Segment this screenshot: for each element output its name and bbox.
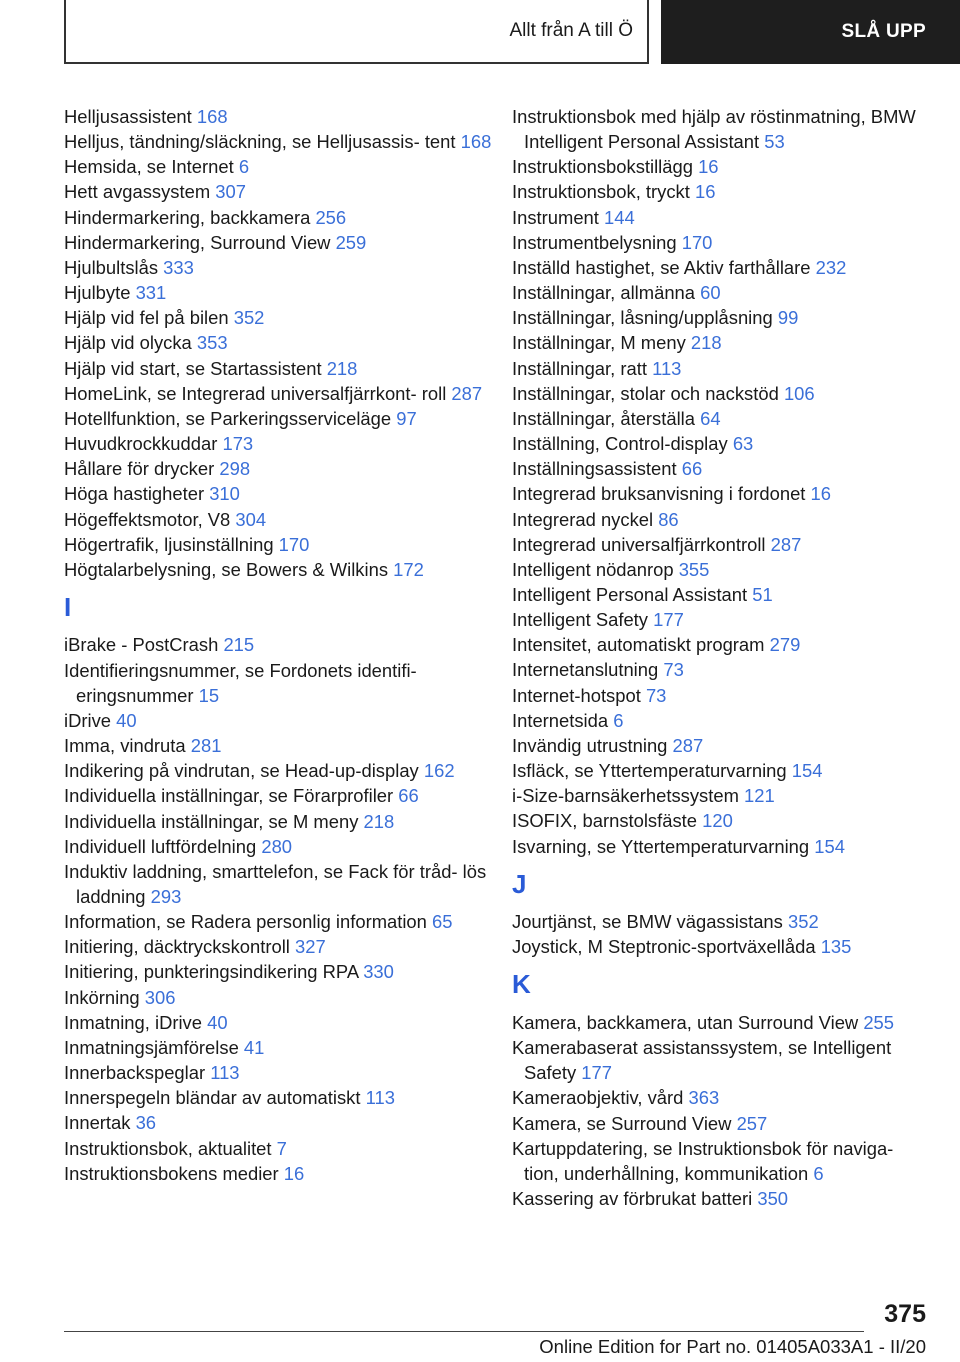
- index-entry-page-link[interactable]: 6: [238, 156, 250, 178]
- index-entry: [64, 154, 494, 179]
- index-entry: [512, 1186, 932, 1211]
- index-entry-text: Internetsida: [512, 709, 609, 731]
- index-entry: [64, 658, 494, 708]
- index-entry-page-link[interactable]: 172: [393, 558, 424, 580]
- index-entry-page-link[interactable]: 218: [690, 332, 722, 354]
- index-entry-page-link[interactable]: 99: [777, 307, 799, 329]
- index-entry-text: ISOFIX, barnstolsfäste: [512, 810, 698, 832]
- index-entry-page-link[interactable]: 298: [219, 458, 251, 480]
- index-entry-text: Induktiv laddning, smarttelefon, se Fack för tråd- lös laddning: [64, 860, 487, 907]
- index-entry-text: iDrive: [64, 709, 112, 731]
- index-entry: [512, 1035, 932, 1085]
- index-entry: [512, 532, 932, 557]
- index-entry-page-link[interactable]: 287: [451, 382, 483, 404]
- index-entry: [512, 1136, 932, 1186]
- index-entry-text: Huvudkrockkuddar: [64, 433, 218, 455]
- index-entry: [64, 280, 494, 305]
- section-letter-i: I: [64, 591, 72, 622]
- index-column-left: [64, 104, 494, 1186]
- index-entry-page-link[interactable]: 86: [658, 508, 679, 530]
- index-entry: [64, 708, 494, 733]
- index-entry: [512, 280, 932, 305]
- index-entry-page-link[interactable]: 106: [783, 382, 815, 404]
- index-entry-text: Hemsida, se Internet: [64, 156, 234, 178]
- index-entry-page-link[interactable]: 40: [116, 709, 137, 731]
- index-entry: [64, 1085, 494, 1110]
- index-entry-text: Hjulbyte: [64, 282, 131, 304]
- index-entry: [64, 255, 494, 280]
- index-entry-text: Inställningar, ratt: [512, 357, 647, 379]
- index-entry: [64, 532, 494, 557]
- index-entry-page-link[interactable]: 355: [678, 558, 710, 580]
- index-entry-text: Inmatningsjämförelse: [64, 1036, 239, 1058]
- index-entry-text: Inmatning, iDrive: [64, 1011, 202, 1033]
- index-entry-page-link[interactable]: 113: [652, 357, 682, 379]
- index-entry: [512, 683, 932, 708]
- index-entry: [512, 758, 932, 783]
- index-entry-page-link[interactable]: 257: [736, 1112, 768, 1134]
- index-entry-page-link[interactable]: 41: [243, 1036, 265, 1058]
- index-entry: [64, 507, 494, 532]
- index-entry-page-link[interactable]: 287: [672, 734, 704, 756]
- index-entry-page-link[interactable]: 60: [700, 282, 721, 304]
- index-entry-text: Isvarning, se Yttertemperaturvarning: [512, 835, 810, 857]
- index-entry-page-link[interactable]: 64: [700, 407, 721, 429]
- index-entry-text: Helljusassistent: [64, 106, 192, 127]
- index-entry: [64, 104, 494, 129]
- index-entry: [512, 179, 932, 204]
- index-entry-page-link[interactable]: 15: [198, 684, 220, 706]
- index-entry-text: Indikering på vindrutan, se Head-up-display: [64, 760, 419, 782]
- index-entry-page-link[interactable]: 177: [653, 609, 684, 631]
- top-navigation: [0, 0, 960, 66]
- index-entry-text: Instruktionsbok med hjälp av röstinmatning, BMW Intelligent Personal Assistant: [512, 106, 916, 153]
- index-entry: [512, 909, 932, 934]
- index-entry-text: Hjälp vid start, se Startassistent: [64, 357, 322, 379]
- index-entry: [512, 154, 932, 179]
- index-entry-page-link[interactable]: 66: [398, 785, 419, 807]
- index-entry: [512, 406, 932, 431]
- index-entry-text: Information, se Radera personlig information: [64, 911, 427, 933]
- index-entry-page-link[interactable]: 293: [150, 885, 182, 907]
- tab-look-up-label: SLÅ UPP: [841, 21, 926, 42]
- index-entry-page-link[interactable]: 16: [694, 181, 716, 203]
- index-entry-text: Hållare för drycker: [64, 458, 215, 480]
- index-entry-text: Hjulbultslås: [64, 256, 159, 278]
- index-entry-page-link[interactable]: 287: [770, 533, 802, 555]
- index-entry-text: Kamera, se Surround View: [512, 1112, 732, 1134]
- index-entry: [64, 230, 494, 255]
- index-entry-text: HomeLink, se Integrerad universalfjärrkont- roll: [64, 382, 447, 404]
- index-entry-page-link[interactable]: 51: [752, 583, 773, 605]
- index-entry: [64, 985, 494, 1010]
- index-entry-text: Integrerad bruksanvisning i fordonet: [512, 483, 806, 505]
- index-list-j: [512, 909, 932, 959]
- index-entry-page-link[interactable]: 306: [144, 986, 176, 1008]
- tab-look-up[interactable]: [661, 0, 960, 64]
- index-entry: [64, 456, 494, 481]
- index-entry: [64, 179, 494, 204]
- index-entry-text: Kartuppdatering, se Instruktionsbok för naviga- tion, underhållning, kommunikation: [512, 1137, 894, 1184]
- index-entry-page-link[interactable]: 304: [235, 508, 267, 530]
- index-entry-text: Inställningsassistent: [512, 458, 677, 480]
- index-entry: [512, 607, 932, 632]
- index-entry: [512, 808, 932, 833]
- index-entry-page-link[interactable]: 16: [810, 483, 831, 505]
- index-list-h: [64, 104, 494, 582]
- index-entry: [64, 959, 494, 984]
- index-entry-page-link[interactable]: 73: [663, 659, 684, 681]
- index-entry-text: Initiering, däcktryckskontroll: [64, 936, 290, 958]
- index-entry-text: Instruktionsbokens medier: [64, 1162, 279, 1184]
- footer-divider: [64, 1331, 864, 1332]
- index-entry-text: Inställning, Control-display: [512, 433, 728, 455]
- index-entry: [64, 783, 494, 808]
- index-entry-page-link[interactable]: 16: [283, 1162, 305, 1184]
- index-entry: [512, 507, 932, 532]
- index-entry-page-link[interactable]: 333: [163, 256, 194, 278]
- index-entry: [64, 859, 494, 909]
- index-entry-text: Integrerad nyckel: [512, 508, 654, 530]
- index-entry: [512, 708, 932, 733]
- index-entry-page-link[interactable]: 6: [813, 1162, 824, 1184]
- index-entry-page-link[interactable]: 327: [295, 936, 326, 958]
- index-entry: [64, 431, 494, 456]
- index-entry-page-link[interactable]: 310: [209, 483, 240, 505]
- index-entry: [512, 230, 932, 255]
- index-entry-page-link[interactable]: 120: [702, 810, 733, 832]
- index-entry: [64, 481, 494, 506]
- index-entry-text: Initiering, punkteringsindikering RPA: [64, 961, 359, 983]
- index-entry: [512, 104, 932, 154]
- page-number: 375: [884, 1300, 926, 1328]
- index-entry-page-link[interactable]: 331: [135, 282, 167, 304]
- index-entry-page-link[interactable]: 113: [210, 1062, 240, 1084]
- index-entry: [512, 1085, 932, 1110]
- index-entry: [512, 1111, 932, 1136]
- index-entry-text: Instruktionsbokstillägg: [512, 156, 693, 178]
- index-entry: [512, 255, 932, 280]
- index-entry-text: Helljus, tändning/släckning, se Helljusassis- tent: [64, 131, 456, 153]
- index-entry-page-link[interactable]: 7: [276, 1137, 287, 1159]
- index-entry: [64, 758, 494, 783]
- index-entry: [512, 657, 932, 682]
- index-entry-text: Innerbackspeglar: [64, 1062, 206, 1084]
- index-entry-text: Inställningar, allmänna: [512, 282, 695, 304]
- index-entry-page-link[interactable]: 73: [645, 684, 667, 706]
- index-entry: [64, 129, 494, 154]
- index-entry-text: Imma, vindruta: [64, 735, 186, 757]
- index-entry-text: Inställningar, M meny: [512, 332, 686, 354]
- index-entry-text: Kameraobjektiv, vård: [512, 1087, 684, 1109]
- index-entry-page-link[interactable]: 259: [335, 231, 367, 253]
- index-entry: [512, 431, 932, 456]
- index-entry-text: Jourtjänst, se BMW vägassistans: [512, 911, 783, 933]
- index-entry-text: Inställningar, stolar och nackstöd: [512, 382, 779, 404]
- index-entry-page-link[interactable]: 363: [688, 1087, 720, 1109]
- index-entry-page-link[interactable]: 168: [460, 131, 492, 153]
- index-entry-text: Internet-hotspot: [512, 684, 641, 706]
- index-entry-text: Intensitet, automatiskt program: [512, 634, 765, 656]
- tab-a-to-z-label: Allt från A till Ö: [509, 20, 633, 41]
- index-entry-text: Inställd hastighet, se Aktiv farthållare: [512, 256, 811, 278]
- index-entry: [512, 783, 932, 808]
- index-entry-text: Instrument: [512, 206, 599, 228]
- index-entry-page-link[interactable]: 135: [820, 936, 852, 958]
- index-entry-page-link[interactable]: 53: [764, 131, 785, 153]
- index-entry-page-link[interactable]: 215: [223, 634, 255, 656]
- index-entry-text: Hotellfunktion, se Parkeringsserviceläge: [64, 407, 392, 429]
- index-entry-page-link[interactable]: 40: [207, 1011, 228, 1033]
- index-entry: [512, 1010, 932, 1035]
- footer-edition: Online Edition for Part no. 01405A033A1 - II/20: [539, 1336, 926, 1357]
- index-entry-text: Intelligent Personal Assistant: [512, 583, 748, 605]
- index-entry: [64, 834, 494, 859]
- index-entry-text: Högtalarbelysning, se Bowers & Wilkins: [64, 558, 389, 580]
- index-column-right: [512, 104, 932, 1211]
- index-entry-text: Hindermarkering, backkamera: [64, 206, 311, 228]
- index-entry-text: Innertak: [64, 1112, 131, 1134]
- index-entry-text: Kamera, backkamera, utan Surround View: [512, 1011, 859, 1033]
- index-entry-page-link[interactable]: 350: [757, 1187, 789, 1209]
- index-entry-text: Kamerabaserat assistanssystem, se Intelligent Safety: [512, 1037, 892, 1084]
- index-entry: [512, 381, 932, 406]
- index-entry: [64, 1110, 494, 1135]
- index-entry-page-link[interactable]: 218: [363, 810, 395, 832]
- index-entry-text: Höga hastigheter: [64, 483, 205, 505]
- index-entry: [512, 330, 932, 355]
- index-entry: [64, 205, 494, 230]
- index-entry-text: Joystick, M Steptronic-sportväxellåda: [512, 936, 816, 958]
- index-entry-page-link[interactable]: 63: [732, 433, 754, 455]
- index-entry: [64, 356, 494, 381]
- index-entry-text: Individuella inställningar, se M meny: [64, 810, 359, 832]
- index-entry-page-link[interactable]: 66: [681, 458, 703, 480]
- index-entry-page-link[interactable]: 281: [190, 735, 222, 757]
- index-list-i-continued: [512, 104, 932, 859]
- index-entry-text: Integrerad universalfjärrkontroll: [512, 533, 766, 555]
- index-entry-text: Identifieringsnummer, se Fordonets identifi- eringsnummer: [64, 659, 417, 706]
- index-entry-page-link[interactable]: 177: [581, 1062, 612, 1084]
- index-entry-text: Intelligent nödanrop: [512, 558, 674, 580]
- index-entry-text: Instruktionsbok, aktualitet: [64, 1137, 272, 1159]
- index-entry-page-link[interactable]: 144: [604, 206, 635, 228]
- index-entry-text: Individuell luftfördelning: [64, 835, 257, 857]
- index-entry: [64, 406, 494, 431]
- index-entry-text: Inställningar, återställa: [512, 407, 695, 429]
- index-entry-page-link[interactable]: 352: [787, 911, 819, 933]
- index-entry-page-link[interactable]: 97: [396, 407, 417, 429]
- index-entry: [512, 557, 932, 582]
- index-entry-text: Instrumentbelysning: [512, 231, 677, 253]
- index-entry-page-link[interactable]: 162: [423, 760, 455, 782]
- index-entry: [512, 456, 932, 481]
- index-entry-text: i-Size-barnsäkerhetssystem: [512, 785, 739, 807]
- index-entry-text: Kassering av förbrukat batteri: [512, 1187, 753, 1209]
- index-entry-text: Intelligent Safety: [512, 609, 648, 631]
- index-entry-page-link[interactable]: 307: [215, 181, 246, 203]
- index-entry-text: Internetanslutning: [512, 659, 659, 681]
- index-entry-text: Hjälp vid olycka: [64, 332, 192, 354]
- section-letter-k: K: [512, 969, 531, 1000]
- index-entry: [64, 330, 494, 355]
- index-entry-page-link[interactable]: 232: [815, 256, 847, 278]
- index-entry-text: Individuella inställningar, se Förarprofiler: [64, 785, 394, 807]
- index-entry-page-link[interactable]: 352: [233, 307, 265, 329]
- index-entry: [64, 1035, 494, 1060]
- index-entry-page-link[interactable]: 218: [326, 357, 358, 379]
- index-entry: [64, 1010, 494, 1035]
- index-entry-text: Inställningar, låsning/upplåsning: [512, 307, 773, 329]
- index-entry: [64, 305, 494, 330]
- index-entry-text: Högeffektsmotor, V8: [64, 508, 231, 530]
- index-entry-page-link[interactable]: 279: [769, 634, 801, 656]
- index-entry: [512, 205, 932, 230]
- index-entry-text: Hett avgassystem: [64, 181, 211, 203]
- index-entry-page-link[interactable]: 16: [698, 156, 719, 178]
- index-entry-page-link[interactable]: 170: [681, 231, 713, 253]
- index-entry-text: iBrake - PostCrash: [64, 634, 219, 656]
- index-entry-page-link[interactable]: 280: [261, 835, 293, 857]
- index-list-k: [512, 1010, 932, 1211]
- index-entry: [64, 733, 494, 758]
- index-entry: [512, 632, 932, 657]
- index-entry-page-link[interactable]: 65: [432, 911, 453, 933]
- index-entry-text: Innerspegeln bländar av automatiskt: [64, 1087, 361, 1109]
- index-entry-page-link[interactable]: 353: [196, 332, 228, 354]
- index-entry-page-link[interactable]: 330: [363, 961, 394, 983]
- index-entry: [64, 632, 494, 657]
- index-entry: [64, 1161, 494, 1186]
- index-entry: [64, 909, 494, 934]
- index-entry: [64, 1060, 494, 1085]
- index-entry-page-link[interactable]: 113: [365, 1087, 395, 1109]
- index-entry: [512, 481, 932, 506]
- index-entry: [512, 834, 932, 859]
- index-entry-page-link[interactable]: 154: [814, 835, 845, 857]
- index-entry-page-link[interactable]: 170: [278, 533, 310, 555]
- index-entry-page-link[interactable]: 121: [744, 785, 775, 807]
- index-entry: [64, 381, 494, 406]
- index-entry-text: Instruktionsbok, tryckt: [512, 181, 690, 203]
- index-entry-page-link[interactable]: 154: [791, 760, 823, 782]
- index-entry-text: Invändig utrustning: [512, 734, 668, 756]
- index-entry-page-link[interactable]: 36: [135, 1112, 157, 1134]
- index-entry: [64, 557, 494, 582]
- index-entry-page-link[interactable]: 6: [613, 709, 624, 731]
- index-entry-text: Inkörning: [64, 986, 140, 1008]
- index-entry-text: Hjälp vid fel på bilen: [64, 307, 229, 329]
- index-entry-text: Hindermarkering, Surround View: [64, 231, 331, 253]
- index-entry-page-link[interactable]: 173: [222, 433, 254, 455]
- index-entry: [512, 356, 932, 381]
- section-letter-j: J: [512, 868, 527, 899]
- index-entry-text: Högertrafik, ljusinställning: [64, 533, 274, 555]
- index-entry: [64, 934, 494, 959]
- index-entry-page-link[interactable]: 168: [196, 106, 228, 127]
- index-entry: [512, 733, 932, 758]
- index-entry-text: Isfläck, se Yttertemperaturvarning: [512, 760, 787, 782]
- index-entry: [512, 305, 932, 330]
- index-entry: [512, 582, 932, 607]
- tab-a-to-z[interactable]: [64, 0, 649, 64]
- index-entry: [64, 809, 494, 834]
- index-list-i: [64, 632, 494, 1185]
- index-entry: [512, 934, 932, 959]
- index-entry-page-link[interactable]: 256: [315, 206, 347, 228]
- index-entry: [64, 1136, 494, 1161]
- index-entry-page-link[interactable]: 255: [863, 1011, 895, 1033]
